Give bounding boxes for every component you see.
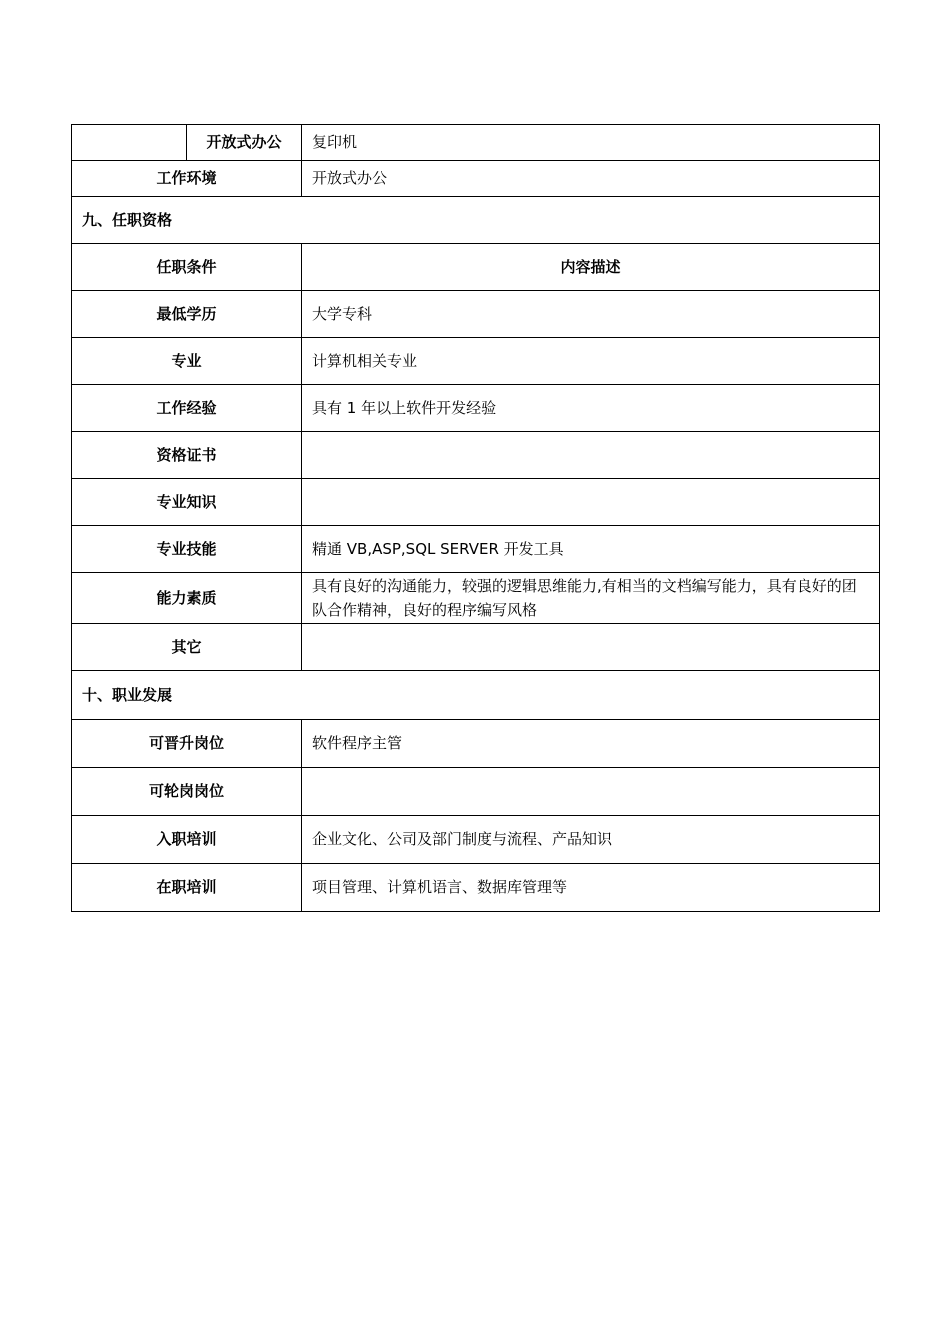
row-label: 在职培训 xyxy=(72,864,302,912)
row-label: 专业 xyxy=(72,338,302,385)
work-environment-row xyxy=(72,161,880,197)
row-value: 精通 VB,ASP,SQL SERVER 开发工具 xyxy=(302,526,880,573)
row-label: 资格证书 xyxy=(72,432,302,479)
table-row xyxy=(72,816,880,864)
table-row xyxy=(72,526,880,573)
table-row xyxy=(72,338,880,385)
row-label: 可晋升岗位 xyxy=(72,720,302,768)
env-label: 工作环境 xyxy=(72,161,302,197)
row-label: 最低学历 xyxy=(72,291,302,338)
row-value xyxy=(302,624,880,671)
row-value: 具有良好的沟通能力，较强的逻辑思维能力,有相当的文档编写能力，具有良好的团队合作精神，良好的程序编写风格 xyxy=(302,573,880,624)
table-row xyxy=(72,624,880,671)
row-label: 其它 xyxy=(72,624,302,671)
section-9-row xyxy=(72,197,880,244)
office-equipment-row xyxy=(72,125,880,161)
empty-cell xyxy=(72,125,187,161)
row-value: 企业文化、公司及部门制度与流程、产品知识 xyxy=(302,816,880,864)
row-label: 能力素质 xyxy=(72,573,302,624)
header-conditions: 任职条件 xyxy=(72,244,302,291)
table-row xyxy=(72,573,880,624)
row-label: 工作经验 xyxy=(72,385,302,432)
row-value: 计算机相关专业 xyxy=(302,338,880,385)
office-label: 开放式办公 xyxy=(187,125,302,161)
row-label: 入职培训 xyxy=(72,816,302,864)
header-description: 内容描述 xyxy=(302,244,880,291)
table-row xyxy=(72,479,880,526)
table-row xyxy=(72,291,880,338)
row-value: 大学专科 xyxy=(302,291,880,338)
row-value xyxy=(302,432,880,479)
row-value: 项目管理、计算机语言、数据库管理等 xyxy=(302,864,880,912)
table-row xyxy=(72,385,880,432)
row-label: 可轮岗岗位 xyxy=(72,768,302,816)
table-row xyxy=(72,768,880,816)
row-value xyxy=(302,768,880,816)
section-9-header-row xyxy=(72,244,880,291)
job-requirements-table xyxy=(71,124,880,912)
row-label: 专业知识 xyxy=(72,479,302,526)
section-9-title: 九、任职资格 xyxy=(72,197,880,244)
office-value: 复印机 xyxy=(302,125,880,161)
table-row xyxy=(72,720,880,768)
table-row xyxy=(72,432,880,479)
row-value: 软件程序主管 xyxy=(302,720,880,768)
table-row xyxy=(72,864,880,912)
row-label: 专业技能 xyxy=(72,526,302,573)
row-value xyxy=(302,479,880,526)
section-10-row xyxy=(72,671,880,720)
env-value: 开放式办公 xyxy=(302,161,880,197)
row-value: 具有 1 年以上软件开发经验 xyxy=(302,385,880,432)
section-10-title: 十、职业发展 xyxy=(72,671,880,720)
